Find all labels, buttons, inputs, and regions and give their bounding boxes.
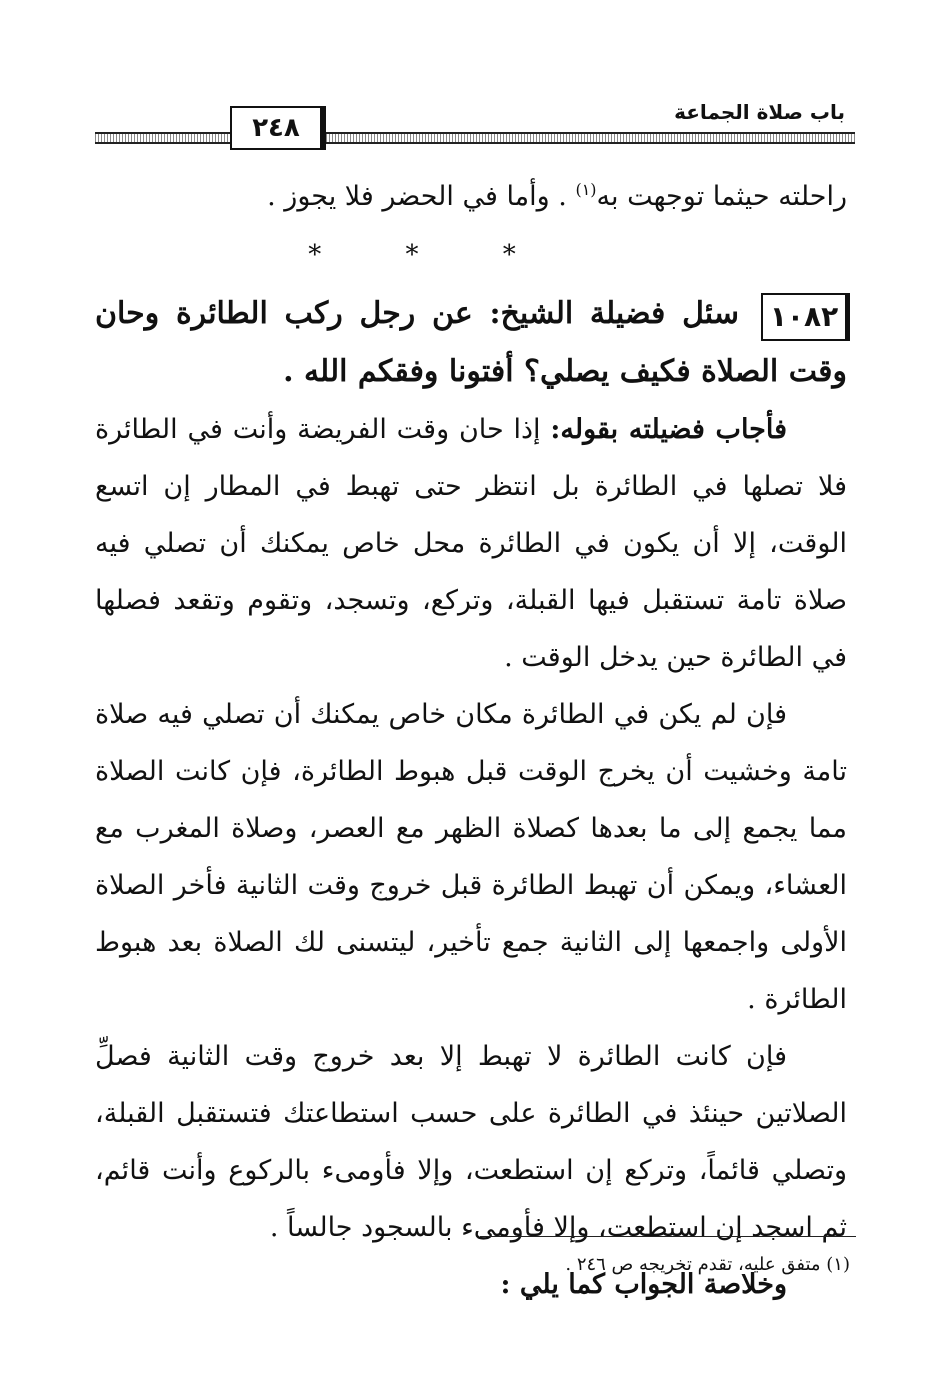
answer-paragraph-2: فإن لم يكن في الطائرة مكان خاص يمكنك أن تصلي فيه صلاة تامة وخشيت أن يخرج الوقت قبل هبوط الطائرة، فإن كانت الصلاة مما يجمع إلى ما بعدها كصلاة الظهر مع العصر، وصلاة المغرب مع العشاء، ويمكن أن تهبط الطائرة قبل خروج وقت الثانية فأخر الصلاة الأولى واجمعها إلى الثانية جمع تأخير، ليتسنى لك الصلاة بعد هبوط الطائرة . — [95, 699, 847, 1015]
answer-text-1: إذا حان وقت الفريضة وأنت في الطائرة فلا تصلها في الطائرة بل انتظر حتى تهبط في المطار إن اتسع الوقت، إلا أن يكون في الطائرة محل خاص يمكنك أن تصلي فيه صلاة تامة تستقبل فيها القبلة، وتركع، وتسجد، وتقوم وتقعد فصلها في الطائرة حين يدخل الوقت . — [95, 414, 847, 673]
page-number: ٢٤٨ — [230, 106, 322, 150]
opening-line — [95, 168, 847, 225]
footnote-marker: (١) — [826, 1254, 850, 1275]
section-separator: * * * — [308, 240, 554, 270]
page-body — [95, 168, 847, 1313]
footnote-rule — [480, 1236, 856, 1237]
page-header — [95, 92, 855, 152]
answer-paragraph-1 — [95, 401, 847, 686]
summary-heading: وخلاصة الجواب كما يلي : — [500, 1269, 787, 1300]
footnote-ref: (١) — [575, 180, 597, 199]
footnote-text: متفق عليه، تقدم تخريجه ص ٢٤٦ . — [565, 1254, 821, 1275]
header-rule — [95, 132, 855, 144]
answer-paragraph-3: فإن كانت الطائرة لا تهبط إلا بعد خروج وقت الثانية فصلِّ الصلاتين حينئذ في الطائرة على حسب استطاعتك فتستقبل القبلة، وتصلي قائماً، وتركع إن استطعت، وإلا فأومىء بالركوع وأنت قائم، ثم اسجد إن استطعت، وإلا فأومىء بالسجود جالساً . — [95, 1041, 847, 1243]
chapter-title: باب صلاة الجماعة — [674, 100, 845, 124]
opening-line-text: راحلته حيثما توجهت به — [596, 181, 847, 212]
question-paragraph — [95, 285, 847, 401]
opening-line-text-end: . وأما في الحضر فلا يجوز . — [267, 181, 567, 212]
footnote — [380, 1250, 850, 1280]
question-number: ١٠٨٢ — [761, 293, 847, 341]
question-text: سئل فضيلة الشيخ: عن رجل ركب الطائرة وحان وقت الصلاة فكيف يصلي؟ أفتونا وفقكم الله . — [95, 296, 847, 389]
answer-lead: فأجاب فضيلته بقوله: — [550, 414, 787, 445]
